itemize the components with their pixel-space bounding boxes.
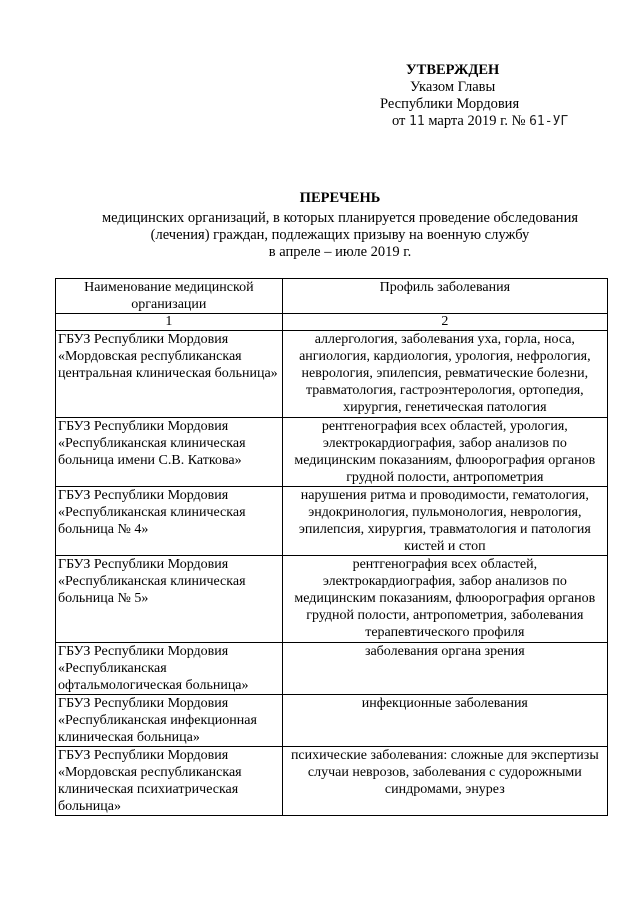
- table-header-row: [56, 279, 608, 314]
- column-number-2: 2: [282, 314, 607, 331]
- heading-line-3: в апреле – июле 2019 г.: [268, 244, 412, 260]
- document-title: ПЕРЕЧЕНЬ: [299, 190, 381, 206]
- organization-name: ГБУЗ Республики Мордовия «Республиканская клиническая больница № 5»: [56, 556, 283, 643]
- header-profile: Профиль заболевания: [282, 279, 607, 314]
- heading-line-2: (лечения) граждан, подлежащих призыву на военную службу: [150, 227, 530, 243]
- table-row: [56, 331, 608, 418]
- header-organization: Наименование медицинской организации: [56, 279, 283, 314]
- disease-profile: нарушения ритма и проводимости, гематология, эндокринология, пульмонология, неврология, эпилепсия, хирургия, травматология и патология кистей и стоп: [282, 487, 607, 556]
- disease-profile: заболевания органа зрения: [282, 643, 607, 695]
- table-row: [56, 695, 608, 747]
- approval-decree-number: 61-УГ: [529, 114, 569, 129]
- organizations-table: [55, 278, 608, 816]
- table-row: [56, 643, 608, 695]
- table-number-row: [56, 314, 608, 331]
- approval-date-rest: марта 2019 г. №: [424, 113, 530, 129]
- disease-profile: рентгенография всех областей, электрокардиография, забор анализов по медицинским показаниям, флюорография органов грудной полости, антропометрия, заболевания терапевтического профиля: [282, 556, 607, 643]
- approval-date-day: 11: [409, 114, 425, 129]
- approval-date-prefix: от: [392, 113, 410, 129]
- approval-line-decree: Указом Главы: [410, 79, 496, 95]
- approval-stamp: [360, 62, 600, 130]
- table-row: [56, 418, 608, 487]
- approval-title: УТВЕРЖДЕН: [406, 62, 500, 78]
- disease-profile: рентгенография всех областей, урология, электрокардиография, забор анализов по медицинским показаниям, флюорография органов грудной полости, антропометрия: [282, 418, 607, 487]
- disease-profile: инфекционные заболевания: [282, 695, 607, 747]
- organization-name: ГБУЗ Республики Мордовия «Республиканская клиническая больница имени С.В. Каткова»: [56, 418, 283, 487]
- disease-profile: психические заболевания: сложные для экспертизы случаи неврозов, заболевания с судорожными синдромами, энурез: [282, 747, 607, 816]
- organization-name: ГБУЗ Республики Мордовия «Мордовская республиканская центральная клиническая больница»: [56, 331, 283, 418]
- organization-name: ГБУЗ Республики Мордовия «Мордовская республиканская клиническая психиатрическая больница»: [56, 747, 283, 816]
- approval-line-republic: Республики Мордовия: [380, 96, 520, 112]
- organization-name: ГБУЗ Республики Мордовия «Республиканская офтальмологическая больница»: [56, 643, 283, 695]
- organization-name: ГБУЗ Республики Мордовия «Республиканская инфекционная клиническая больница»: [56, 695, 283, 747]
- column-number-1: 1: [56, 314, 283, 331]
- disease-profile: аллергология, заболевания уха, горла, носа, ангиология, кардиология, урология, нефрология, неврология, эпилепсия, ревматические болезни, травматология, гастроэнтерология, ортопедия, хирургия, генетическая патология: [282, 331, 607, 418]
- heading-line-1: медицинских организаций, в которых планируется проведение обследования: [101, 210, 578, 226]
- document-heading: [40, 190, 640, 261]
- table-row: [56, 747, 608, 816]
- table-row: [56, 556, 608, 643]
- table-row: [56, 487, 608, 556]
- approval-date-line: [392, 113, 600, 130]
- organization-name: ГБУЗ Республики Мордовия «Республиканская клиническая больница № 4»: [56, 487, 283, 556]
